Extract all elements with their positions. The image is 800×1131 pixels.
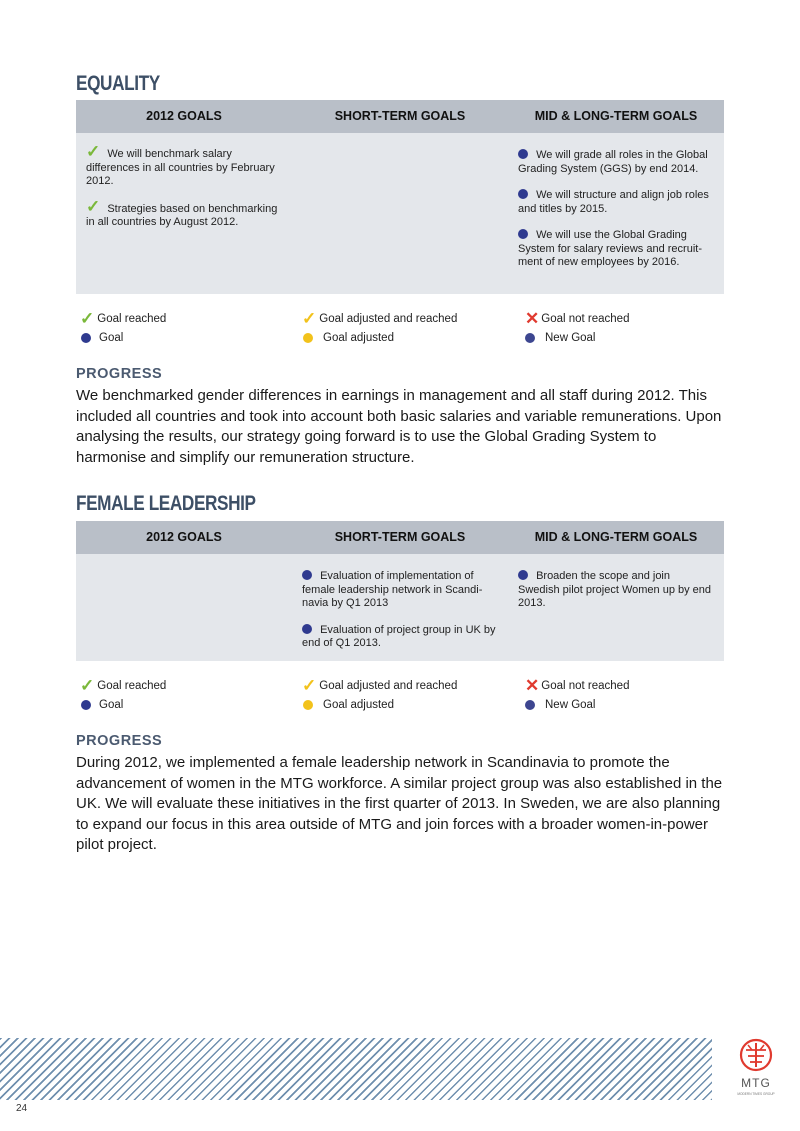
column-header-mid-long-term: MID & LONG-TERM GOALS (534, 109, 698, 123)
column-2012-goals (76, 554, 292, 661)
progress-text: During 2012, we implemented a female leadership network in Scandinavia to promote the advancement of women in the MTG workforce. A similar project group was also established in the UK. We will evaluate these initiatives in the first quarter of 2013. In Sweden, we are also planning to expand our focus in this area outside of MTG and join forces with a broader women-in-power pilot project. (76, 754, 723, 853)
progress-label: PROGRESS (76, 733, 163, 749)
legend-label: Goal adjusted and reached (319, 679, 458, 692)
legend-label: New Goal (545, 698, 596, 711)
goal-item (518, 149, 714, 176)
legend-label: Goal reached (97, 312, 167, 325)
goal-item (302, 624, 498, 651)
cross-icon: ✕ (525, 308, 540, 328)
goal-item (302, 570, 498, 611)
legend-label: Goal adjusted and reached (319, 312, 458, 325)
legend-label: Goal (99, 331, 124, 344)
yellow-dot-icon (303, 700, 313, 710)
column-header-short-term: SHORT-TERM GOALS (334, 109, 466, 123)
legend-item-goal-adjusted-reached (298, 676, 520, 695)
goal-item (518, 189, 714, 216)
yellow-checkmark-icon: ✓ (302, 675, 317, 695)
goal-dot-icon (518, 229, 528, 239)
column-header-mid-long-term: MID & LONG-TERM GOALS (534, 530, 698, 544)
legend-item-new-goal (520, 695, 724, 714)
legend-item-goal (76, 328, 298, 347)
legend-item-new-goal (520, 328, 724, 347)
checkmark-icon: ✓ (86, 196, 101, 216)
goal-text: We will use the Global Grading System for salary reviews and recruitment of new employees by 2016. (518, 229, 703, 268)
legend-item-goal (76, 695, 298, 714)
female-leadership-title: FEMALE LEADERSHIP (76, 492, 256, 515)
new-goal-dot-icon (525, 333, 535, 343)
goal-item (518, 229, 714, 270)
legend-label: Goal adjusted (323, 331, 394, 344)
table-header (76, 521, 724, 554)
legend (76, 309, 724, 347)
goal-text: Broaden the scope and join Swedish pilot project Women up by end 2013. (518, 570, 712, 609)
legend-item-goal-adjusted-reached (298, 309, 520, 328)
cross-icon: ✕ (525, 675, 540, 695)
legend-item-goal-not-reached (520, 309, 724, 328)
legend-item-goal-adjusted (298, 328, 520, 347)
legend-item-goal-adjusted (298, 695, 520, 714)
column-short-term-goals (292, 554, 508, 661)
legend-label: Goal (99, 698, 124, 711)
legend-item-goal-not-reached (520, 676, 724, 695)
legend (76, 676, 724, 714)
legend-item-goal-reached (76, 309, 298, 328)
female-leadership-goals-table (76, 521, 724, 661)
column-header-short-term: SHORT-TERM GOALS (334, 530, 466, 544)
logo-subtext: MODERN TIMES GROUP (737, 1092, 775, 1096)
legend-label: Goal reached (97, 679, 167, 692)
column-mid-long-term-goals (508, 554, 724, 661)
goal-dot-icon (302, 624, 312, 634)
goal-item (86, 196, 282, 230)
goal-text: Evaluation of implementation of female leadership network in Scandinavia by Q1 2013 (302, 570, 483, 609)
legend-label: New Goal (545, 331, 596, 344)
goal-text: We will benchmark salary differences in all countries by February 2012. (86, 148, 275, 187)
legend-label: Goal not reached (541, 679, 630, 692)
legend-item-goal-reached (76, 676, 298, 695)
checkmark-icon: ✓ (86, 142, 101, 161)
goal-text: We will grade all roles in the Global Grading System (GGS) by end 2014. (518, 149, 708, 175)
goal-dot-icon (81, 700, 91, 710)
column-mid-long-term-goals (508, 133, 724, 294)
legend-label: Goal not reached (541, 312, 630, 325)
goal-text: We will structure and align job roles and titles by 2015. (518, 189, 709, 215)
mtg-logo-icon (728, 1036, 784, 1100)
column-2012-goals (76, 133, 292, 294)
goal-dot-icon (302, 570, 312, 580)
goal-text: Strategies based on benchmarking in all countries by August 2012. (86, 202, 278, 228)
page-number: 24 (16, 1103, 28, 1114)
new-goal-dot-icon (525, 700, 535, 710)
progress-label: PROGRESS (76, 366, 163, 382)
mtg-logo (728, 1036, 784, 1100)
table-body (76, 554, 724, 661)
legend-label: Goal adjusted (323, 698, 394, 711)
equality-title: EQUALITY (76, 72, 160, 95)
yellow-dot-icon (303, 333, 313, 343)
goal-dot-icon (518, 189, 528, 199)
equality-goals-table (76, 100, 724, 294)
goal-dot-icon (518, 570, 528, 580)
checkmark-icon: ✓ (80, 308, 95, 328)
column-header-2012: 2012 GOALS (146, 109, 222, 123)
table-header (76, 100, 724, 133)
goal-dot-icon (518, 149, 528, 159)
table-body (76, 133, 724, 294)
checkmark-icon: ✓ (80, 675, 95, 695)
goal-item (86, 142, 282, 189)
goal-item (518, 570, 714, 611)
logo-text: MTG (741, 1076, 771, 1090)
goal-dot-icon (81, 333, 91, 343)
column-short-term-goals (292, 133, 508, 294)
column-header-2012: 2012 GOALS (146, 530, 222, 544)
footer-hatch-band (0, 1038, 712, 1100)
goal-text: Evaluation of project group in UK by end of Q1 2013. (302, 623, 496, 649)
progress-text: We benchmarked gender differences in earnings in management and all staff during 2012. This included all countries and took into account both basic salaries and variable remunerations. Upon analysing the results, our strategy going forward is to use the Global Grading System to harmonise and simplify our remuneration structure. (76, 387, 722, 466)
yellow-checkmark-icon: ✓ (302, 308, 317, 328)
